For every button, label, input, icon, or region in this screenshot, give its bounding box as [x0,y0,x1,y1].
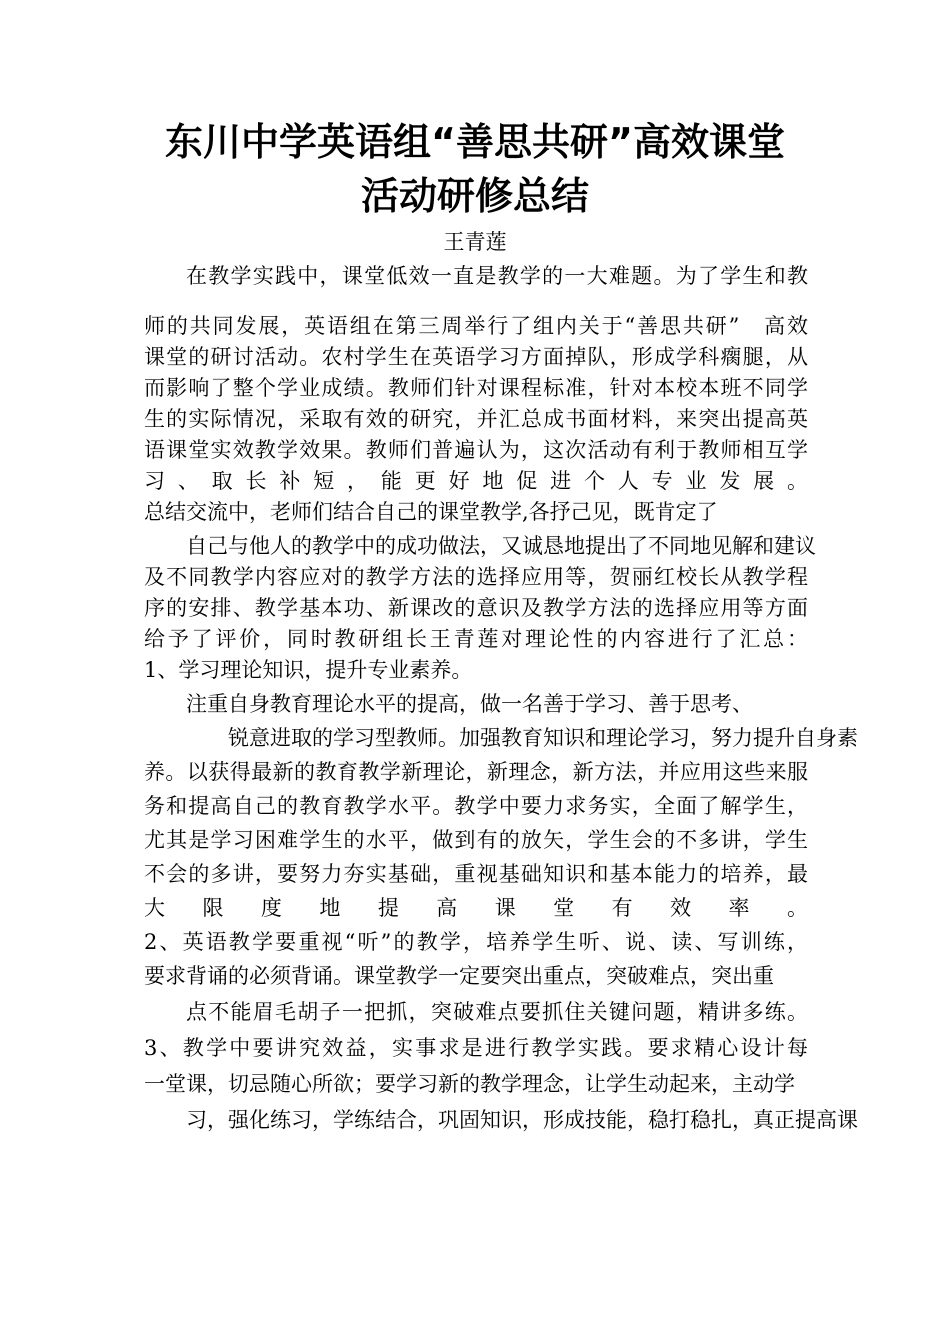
paragraph-5-line: 习，强化练习，学练结合，巩固知识，形成技能，稳打稳扎，真正提高课 [186,1108,858,1132]
document-title-line-2: 活动研修总结 [360,174,589,218]
paragraph-4-line: 一堂课，切忌随心所欲；要学习新的教学理念，让学生动起来，主动学 [144,1072,795,1096]
paragraph-1-line: 习、取长补短，能更好地促进个人专业发展。 [144,469,808,493]
paragraph-1-line: 总结交流中，老师们结合自己的课堂教学,各抒己见，既肯定了 [144,500,718,524]
paragraph-3-line: 2、英语教学要重视“听”的教学，培养学生听、说、读、写训练， [144,930,808,954]
paragraph-3-line: 不会的多讲，要努力夯实基础，重视基础知识和基本能力的培养，最 [144,862,808,886]
paragraph-2-line: 序的安排、教学基本功、新课改的意识及教学方法的选择应用等方面 [144,596,808,620]
document-title-line-1: 东川中学英语组“善思共研”高效课堂 [165,120,785,164]
section-heading-1: 注重自身教育理论水平的提高，做一名善于学习、善于思考、 [186,692,753,716]
paragraph-1-line: 师的共同发展，英语组在第三周举行了组内关于“善思共研” 高效 [144,314,808,338]
paragraph-2-line: 给予了评价，同时教研组长王青莲对理论性的内容进行了汇总： [144,627,808,651]
paragraph-4-line: 点不能眉毛胡子一把抓，突破难点要抓住关键问题，精讲多练。 [186,1000,808,1024]
paragraph-2-line: 自己与他人的教学中的成功做法，又诚恳地提出了不同地见解和建议 [186,534,816,558]
paragraph-3-line: 务和提高自己的教育教学水平。教学中要力求务实，全面了解学生， [144,794,808,818]
document-author: 王青莲 [443,230,507,254]
paragraph-3-line: 大限度地提高课堂有效率。 [144,896,808,920]
paragraph-1-line: 语课堂实效教学效果。教师们普遍认为，这次活动有利于教师相互学 [144,438,808,462]
paragraph-2-line: 1、学习理论知识，提升专业素养。 [144,658,473,682]
paragraph-4-line: 3、教学中要讲究效益，实事求是进行教学实践。要求精心设计每 [144,1036,808,1060]
paragraph-3-line: 锐意进取的学习型教师。加强教育知识和理论学习，努力提升自身素 [228,726,858,750]
paragraph-3-line: 尤其是学习困难学生的水平，做到有的放矢，学生会的不多讲，学生 [144,828,808,852]
paragraph-3-line: 要求背诵的必须背诵。课堂教学一定要突出重点，突破难点，突出重 [144,964,774,988]
paragraph-1-line: 而影响了整个学业成绩。教师们针对课程标准，针对本校本班不同学 [144,376,808,400]
paragraph-2-line: 及不同教学内容应对的教学方法的选择应用等，贺丽红校长从教学程 [144,565,808,589]
paragraph-1-line: 在教学实践中，课堂低效一直是教学的一大难题。为了学生和教 [186,264,808,288]
paragraph-3-line: 养。以获得最新的教育教学新理论，新理念，新方法，并应用这些来服 [144,760,808,784]
paragraph-1-line: 生的实际情况，采取有效的研究，并汇总成书面材料，来突出提高英 [144,407,808,431]
paragraph-1-line: 课堂的研讨活动。农村学生在英语学习方面掉队，形成学科瘸腿，从 [144,345,808,369]
